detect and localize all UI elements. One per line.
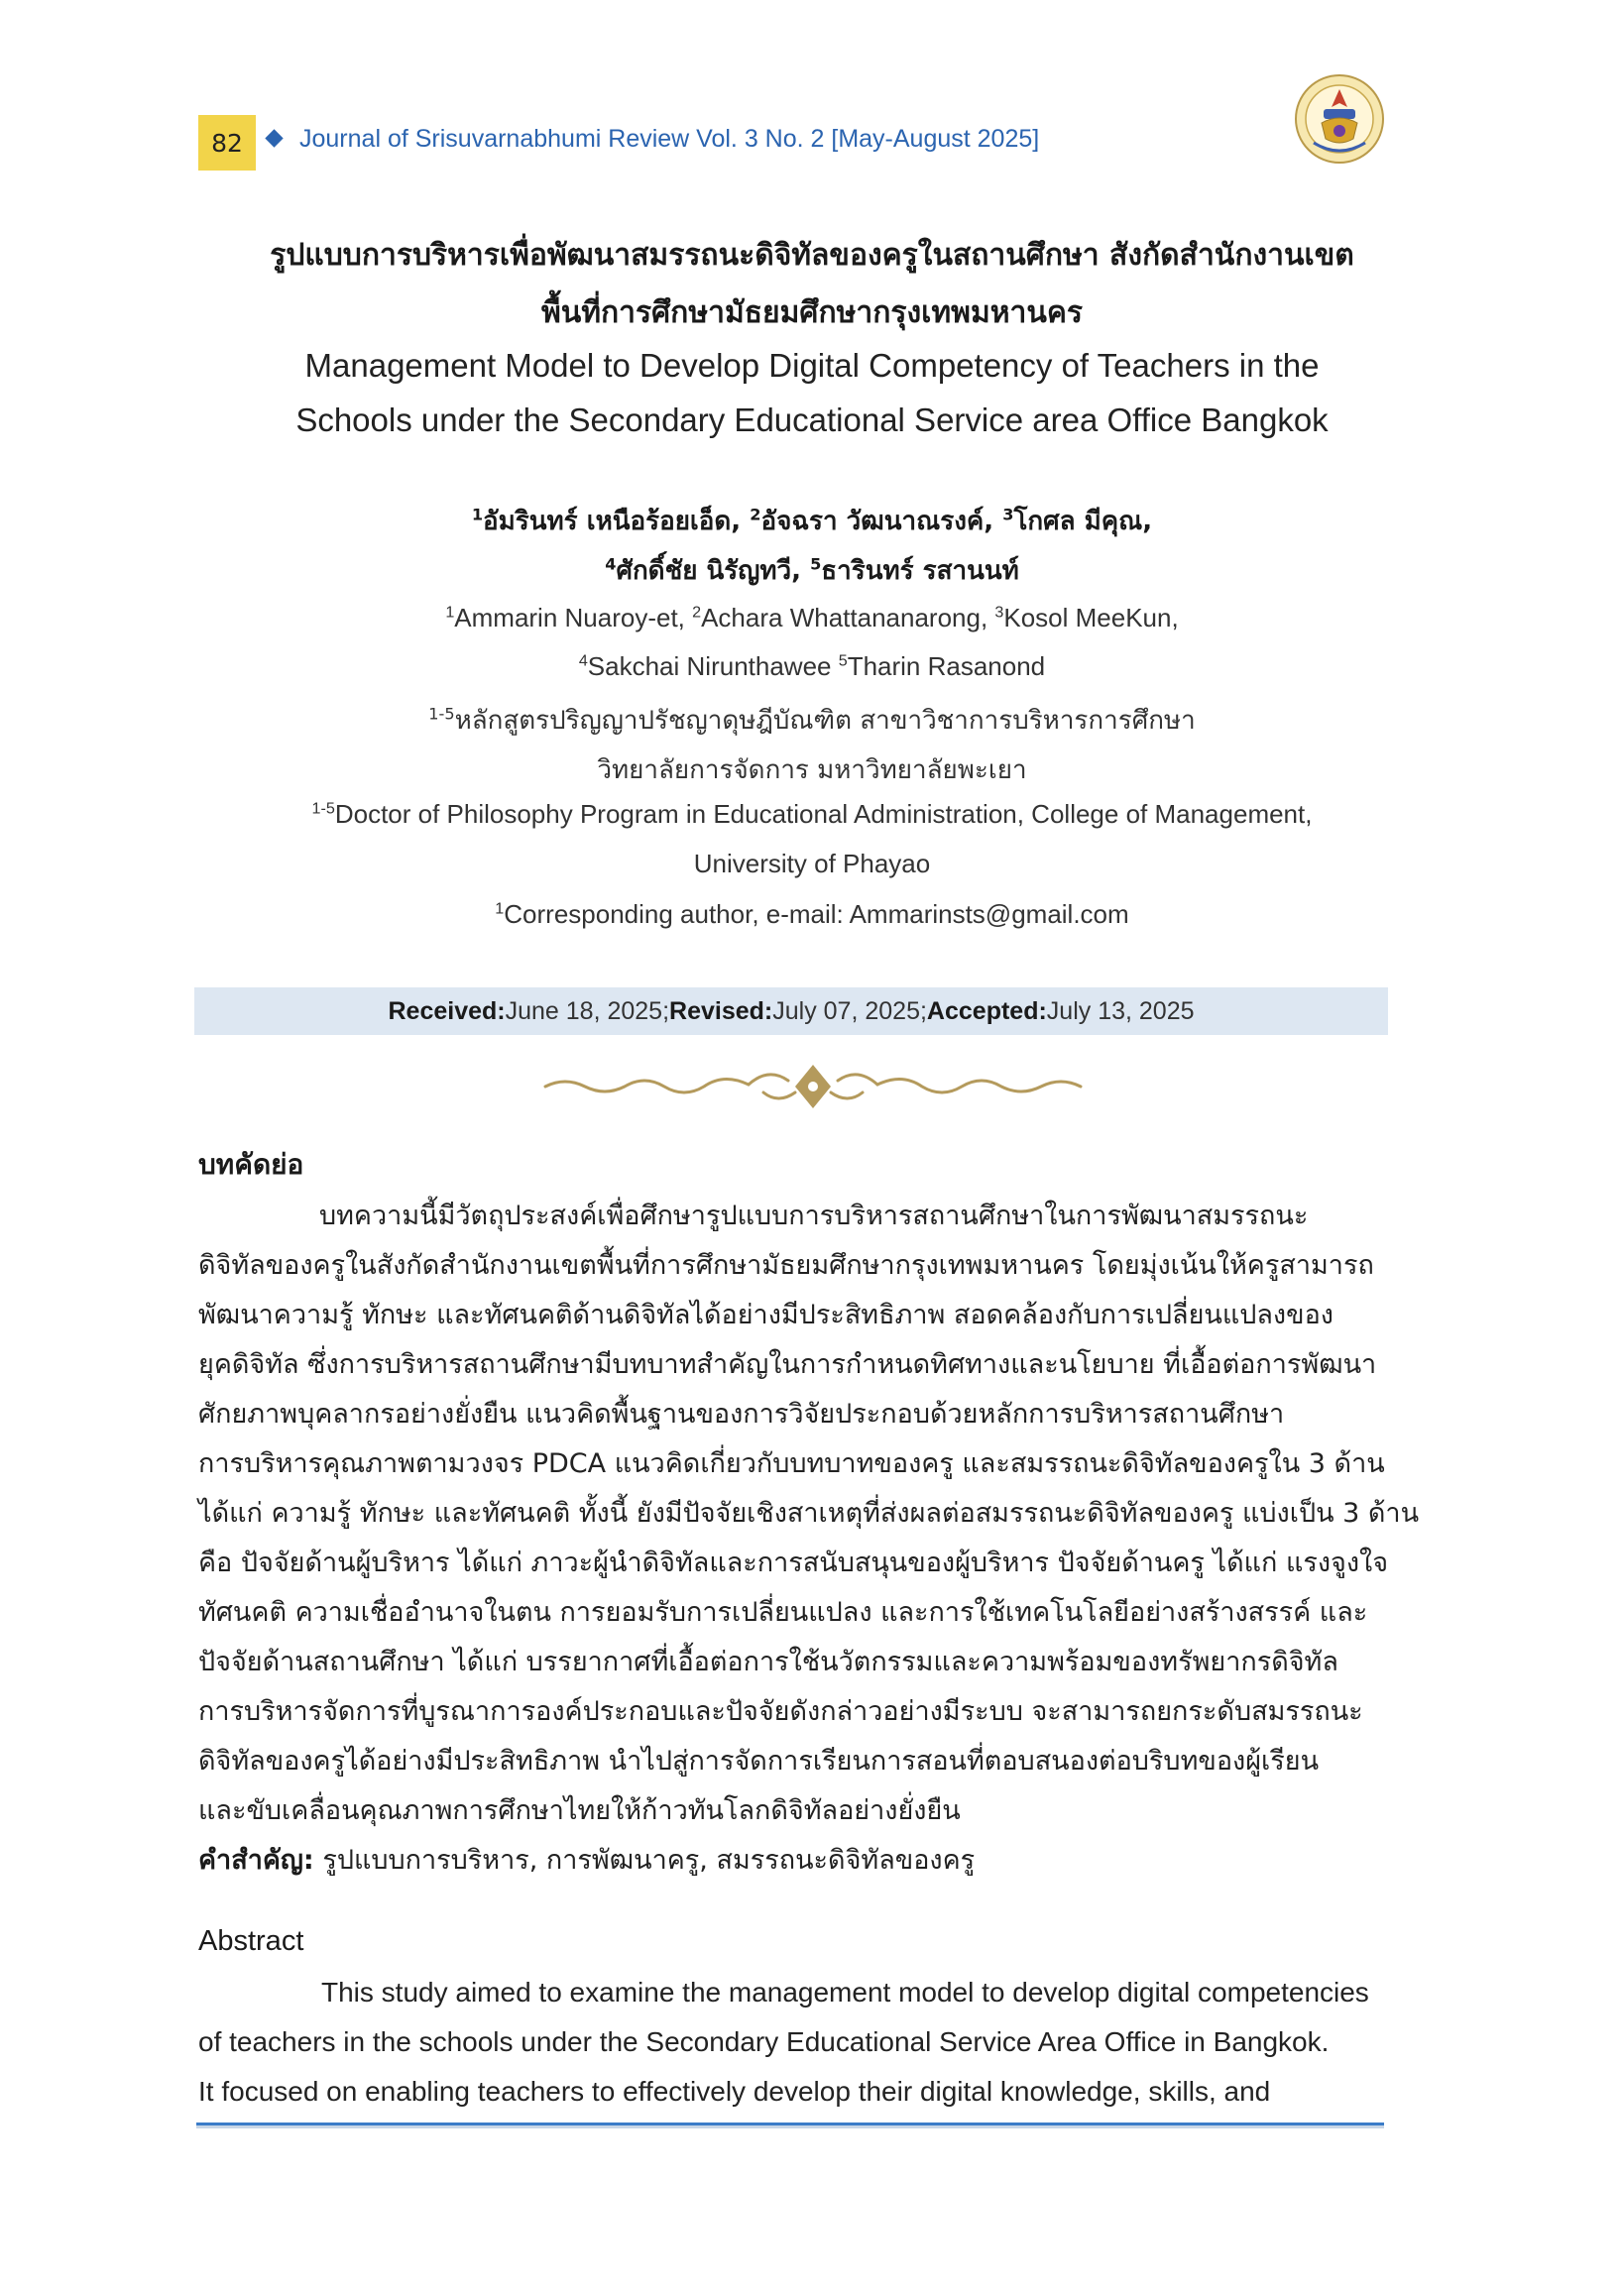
abstract-thai-line: คือ ปัจจัยด้านผู้บริหาร ได้แก่ ภาวะผู้นำดิจิทัลและการสนับสนุนของผู้บริหาร ปัจจัยด้านครู ได้แก่ แรงจูงใจ — [198, 1548, 1389, 1578]
affiliation-thai-line-2: วิทยาลัยการจัดการ มหาวิทยาลัยพะเยา — [597, 755, 1027, 785]
abstract-thai-heading: บทคัดย่อ — [198, 1148, 304, 1181]
title-thai-line-1: รูปแบบการบริหารเพื่อพัฒนาสมรรถนะดิจิทัลของครูในสถานศึกษา สังกัดสำนักงานเขต — [270, 238, 1354, 273]
keywords-thai: คำสำคัญ: รูปแบบการบริหาร, การพัฒนาครู, สมรรถนะดิจิทัลของครู — [198, 1845, 976, 1876]
affiliation-thai-line-1: $^{1-5}$หลักสูตรปริญญาปรัชญาดุษฎีบัณฑิต สาขาวิชาการบริหารการศึกษา — [428, 704, 1196, 736]
abstract-thai-line: ศักยภาพบุคลากรอย่างยั่งยืน แนวคิดพื้นฐานของการวิจัยประกอบด้วยหลักการบริหารสถานศึกษา — [198, 1399, 1285, 1430]
abstract-english-heading: Abstract — [198, 1925, 304, 1957]
abstract-thai-line: ปัจจัยด้านสถานศึกษา ได้แก่ บรรยากาศที่เอื้อต่อการใช้นวัตกรรมและความพร้อมของทรัพยากรดิจิทัล — [198, 1647, 1338, 1677]
authors-english-line-1: $^1$Ammarin Nuaroy-et, $^2$Achara Whattananarong, $^3$Kosol MeeKun, — [445, 603, 1179, 632]
abstract-thai-line: บทความนี้มีวัตถุประสงค์เพื่อศึกษารูปแบบการบริหารสถานศึกษาในการพัฒนาสมรรถนะ — [319, 1201, 1309, 1231]
authors-thai-line-2: $^4$ศักดิ์ชัย นิรัญทวี, $^5$ธารินทร์ รสานนท์ — [605, 554, 1019, 586]
header-diamond-icon — [265, 129, 283, 147]
authors-thai-line-1: $^1$อัมรินทร์ เหนือร้อยเอ็ด, $^2$อัจฉรา วัฒนาณรงค์, $^3$โกศล มีคุณ, — [471, 505, 1153, 536]
university-seal-logo — [1294, 73, 1385, 165]
abstract-english-line: It focused on enabling teachers to effectively develop their digital knowledge, skills, and — [198, 2076, 1271, 2107]
affiliation-english-line-2: University of Phayao — [693, 849, 931, 878]
footer-rule-shadow — [196, 2125, 1384, 2128]
abstract-thai-line: ยุคดิจิทัล ซึ่งการบริหารสถานศึกษามีบทบาทสำคัญในการกำหนดทิศทางและนโยบาย ที่เอื้อต่อการพัฒนา — [198, 1349, 1377, 1380]
abstract-thai-line: การบริหารคุณภาพตามวงจร PDCA แนวคิดเกี่ยวกับบทบาทของครู และสมรรถนะดิจิทัลของครูใน 3 ด้าน — [198, 1448, 1385, 1479]
abstract-thai-line: ดิจิทัลของครูได้อย่างมีประสิทธิภาพ นำไปสู่การจัดการเรียนการสอนที่ตอบสนองต่อบริบทของผู้เรียน — [198, 1746, 1320, 1777]
corresponding-author: $^1$Corresponding author, e-mail: Ammarinsts@gmail.com — [495, 899, 1129, 929]
abstract-english-line: This study aimed to examine the management model to develop digital competencies — [321, 1977, 1369, 2008]
submission-dates-bar: Received: June 18, 2025; Revised: July 07, 2025; Accepted: July 13, 2025 — [194, 987, 1388, 1035]
abstract-english-line: of teachers in the schools under the Secondary Educational Service Area Office in Bangkok. — [198, 2026, 1330, 2057]
title-english-line-1: Management Model to Develop Digital Competency of Teachers in the — [304, 347, 1320, 384]
abstract-thai-line: การบริหารจัดการที่บูรณาการองค์ประกอบและปัจจัยดังกล่าวอย่างมีระบบ จะสามารถยกระดับสมรรถนะ — [198, 1696, 1363, 1727]
affiliation-english-line-1: $^{1-5}$Doctor of Philosophy Program in Educational Administration, College of Management, — [311, 799, 1313, 829]
authors-english-line-2: $^4$Sakchai Nirunthawee $^5$Tharin Rasanond — [578, 651, 1046, 681]
abstract-thai-line: ดิจิทัลของครูในสังกัดสำนักงานเขตพื้นที่การศึกษามัธยมศึกษากรุงเทพมหานคร โดยมุ่งเน้นให้ครูสามารถ — [198, 1250, 1374, 1281]
abstract-thai-line: ทัศนคติ ความเชื่ออำนาจในตน การยอมรับการเปลี่ยนแปลง และการใช้เทคโนโลยีอย่างสร้างสรรค์ และ — [198, 1597, 1368, 1628]
page-number: 82 — [198, 115, 256, 171]
abstract-thai-line: และขับเคลื่อนคุณภาพการศึกษาไทยให้ก้าวทันโลกดิจิทัลอย่างยั่งยืน — [198, 1795, 961, 1826]
ornament-divider-icon — [535, 1059, 1091, 1114]
journal-title: Journal of Srisuvarnabhumi Review Vol. 3 No. 2 [May-August 2025] — [299, 125, 1040, 153]
abstract-thai-line: ได้แก่ ความรู้ ทักษะ และทัศนคติ ทั้งนี้ ยังมีปัจจัยเชิงสาเหตุที่ส่งผลต่อสมรรถนะดิจิทัลของครู แบ่งเป็น 3 ด้าน — [198, 1498, 1420, 1529]
title-thai-line-2: พื้นที่การศึกษามัธยมศึกษากรุงเทพมหานคร — [540, 295, 1084, 330]
abstract-thai-line: พัฒนาความรู้ ทักษะ และทัศนคติด้านดิจิทัลได้อย่างมีประสิทธิภาพ สอดคล้องกับการเปลี่ยนแปลงของ — [198, 1300, 1334, 1330]
title-english-line-2: Schools under the Secondary Educational Service area Office Bangkok — [295, 402, 1329, 438]
